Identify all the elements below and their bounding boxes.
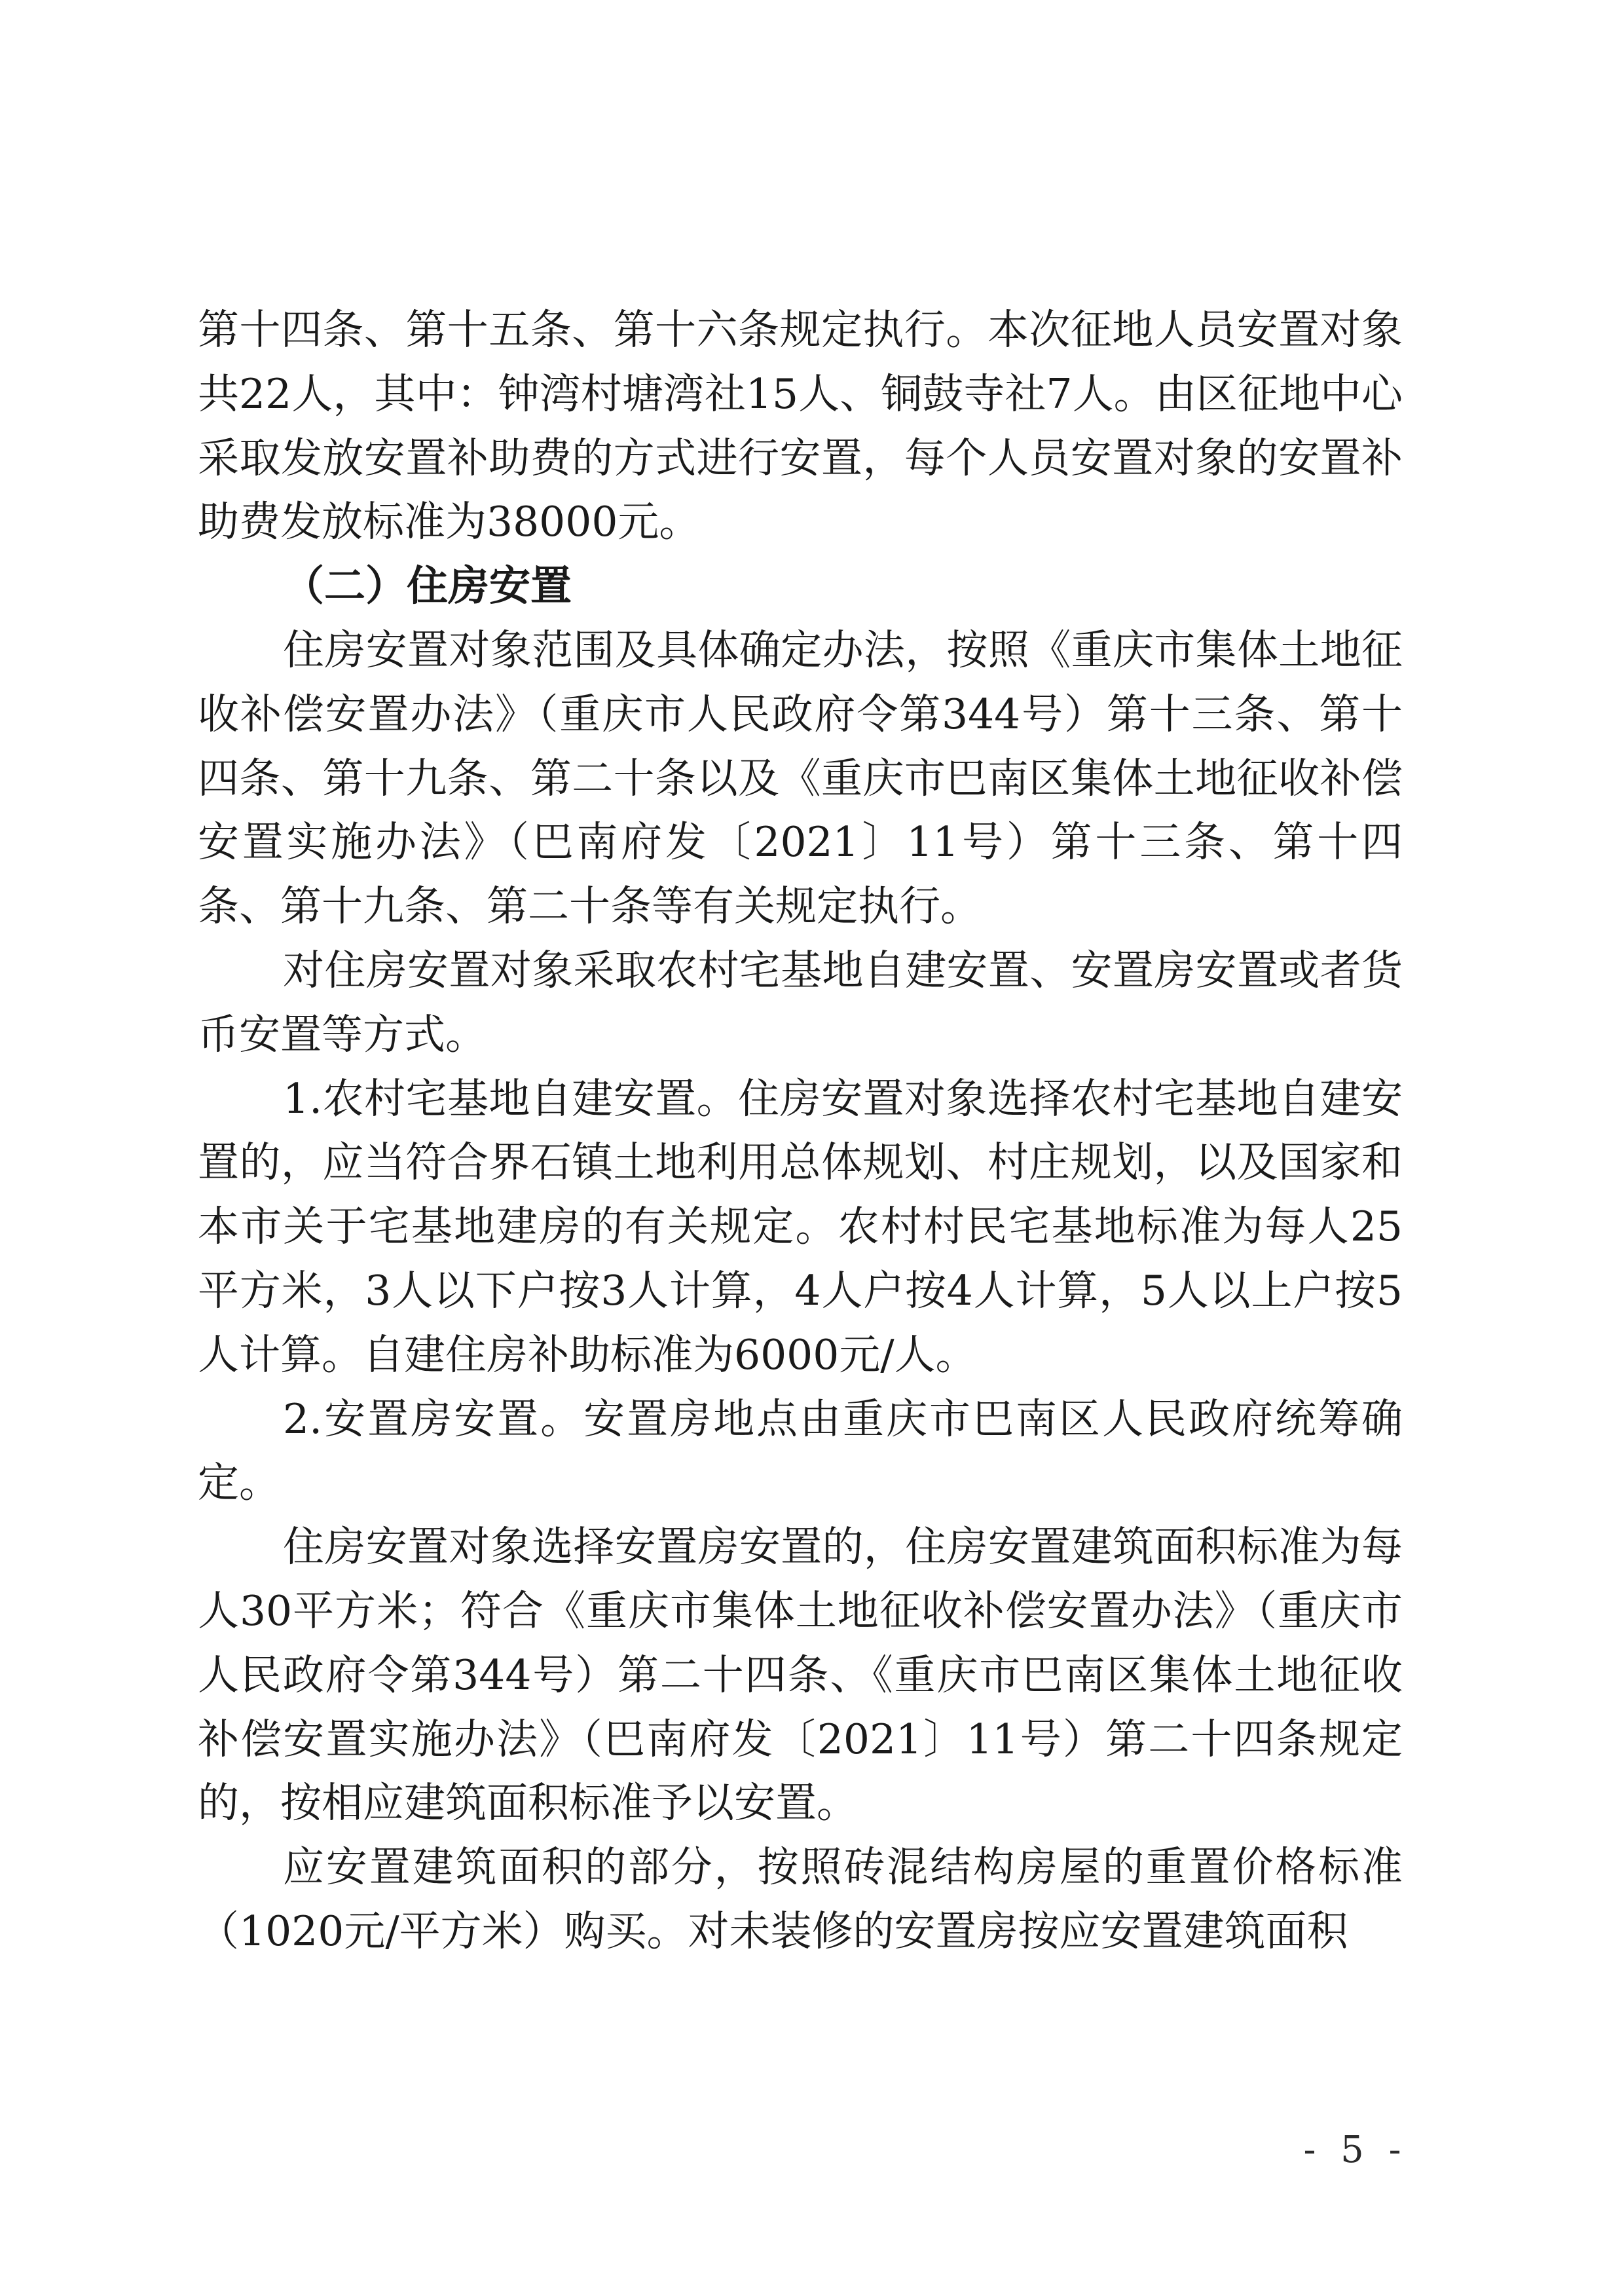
paragraph-housing-methods: 对住房安置对象采取农村宅基地自建安置、安置房安置或者货币安置等方式。 (198, 946, 1403, 1058)
document-body (198, 298, 1403, 1964)
paragraph-resettlement-area-standard: 住房安置对象选择安置房安置的，住房安置建筑面积标准为每人30平方米；符合《重庆市集体土地征收补偿安置办法》（重庆市人民政府令第344号）第二十四条、《重庆市巴南区集体土地征收补偿安置实施办法》（巴南府发〔2021〕11号）第二十四条规定的，按相应建筑面积标准予以安置。 (198, 1523, 1403, 1827)
paragraph-resettlement-housing: 2.安置房安置。安置房地点由重庆市巴南区人民政府统筹确定。 (198, 1394, 1403, 1507)
paragraph-continuation: 第十四条、第十五条、第十六条规定执行。本次征地人员安置对象共22人，其中：钟湾村塘湾社15人、铜鼓寺社7人。由区征地中心采取发放安置补助费的方式进行安置，每个人员安置对象的安置补助费发放标准为38000元。 (198, 306, 1403, 546)
paragraph-housing-scope: 住房安置对象范围及具体确定办法，按照《重庆市集体土地征收补偿安置办法》（重庆市人民政府令第344号）第十三条、第十四条、第十九条、第二十条以及《重庆市巴南区集体土地征收补偿安置实施办法》（巴南府发〔2021〕11号）第十三条、第十四条、第十九条、第二十条等有关规定执行。 (198, 625, 1403, 931)
paragraph-purchase-price: 应安置建筑面积的部分，按照砖混结构房屋的重置价格标准（1020元/平方米）购买。对未装修的安置房按应安置建筑面积 (198, 1843, 1403, 1955)
section-heading-housing: （二）住房安置 (283, 562, 572, 610)
paragraph-homestead-self-build: 1.农村宅基地自建安置。住房安置对象选择农村宅基地自建安置的，应当符合界石镇土地利用总体规划、村庄规划，以及国家和本市关于宅基地建房的有关规定。农村村民宅基地标准为每人25平方米，3人以下户按3人计算，4人户按4人计算，5人以上户按5人计算。自建住房补助标准为6000元/人。 (198, 1074, 1403, 1379)
page-number: - 5 - (1303, 2129, 1408, 2171)
